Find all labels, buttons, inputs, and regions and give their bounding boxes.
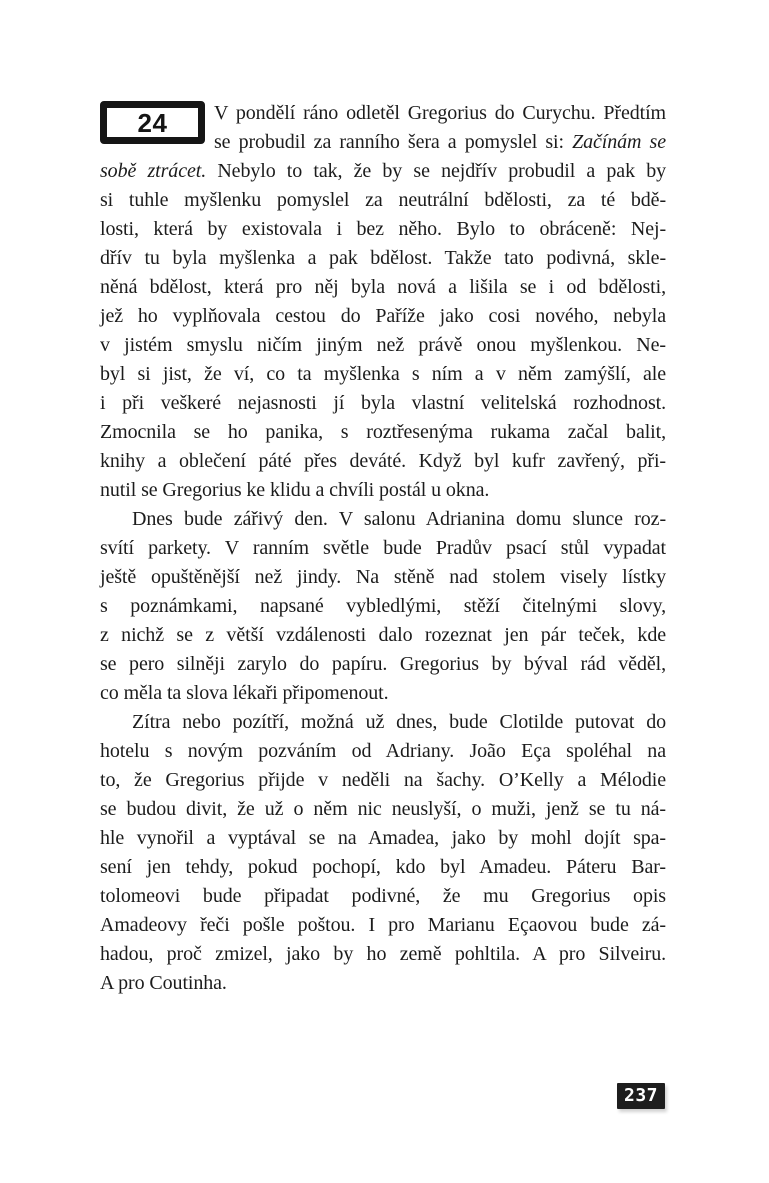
text-line xyxy=(100,360,666,389)
italic-text-run: Začínám se xyxy=(572,131,666,153)
text-line xyxy=(100,505,666,534)
text-line xyxy=(100,679,666,708)
text-line xyxy=(100,592,666,621)
text-run: svítí parkety. V ranním světle bude Pradův psací stůl vypadat xyxy=(100,537,666,559)
text-run: nutil se Gregorius ke klidu a chvíli postál u okna. xyxy=(100,479,490,501)
text-line xyxy=(100,302,666,331)
text-run: V pondělí ráno odletěl Gregorius do Curychu. Předtím xyxy=(214,102,666,124)
text-line xyxy=(100,766,666,795)
text-run: tolomeovi bude připadat podivné, že mu Gregorius opis xyxy=(100,885,666,907)
text-run: něná bdělost, která pro něj byla nová a lišila se i od bdělosti, xyxy=(100,276,666,298)
text-run: Dnes bude zářivý den. V salonu Adrianina domu slunce roz- xyxy=(132,508,666,530)
chapter-number: 24 xyxy=(137,107,168,138)
text-line xyxy=(100,534,666,563)
text-line xyxy=(100,476,666,505)
page-number: 237 xyxy=(623,1085,658,1106)
text-run: hotelu s novým pozváním od Adriany. João Eça spoléhal na xyxy=(100,740,666,762)
text-run: A pro Coutinha. xyxy=(100,972,227,994)
text-run: to, že Gregorius přijde v neděli na šachy. O’Kelly a Mélodie xyxy=(100,769,666,791)
text-run: Amadeovy řeči pošle poštou. I pro Marianu Eçaovou bude zá- xyxy=(100,914,666,936)
text-run: Zítra nebo pozítří, možná už dnes, bude Clotilde putovat do xyxy=(132,711,666,733)
text-run: hle vynořil a vyptával se na Amadea, jako by mohl dojít spa- xyxy=(100,827,666,849)
text-run: sení jen tehdy, pokud pochopí, kdo byl Amadeu. Páteru Bar- xyxy=(100,856,666,878)
text-run: se pero silněji zarylo do papíru. Gregorius by býval rád věděl, xyxy=(100,653,666,675)
text-run: se probudil za ranního šera a pomyslel si: xyxy=(214,131,573,153)
text-line xyxy=(100,389,666,418)
text-line xyxy=(100,215,666,244)
text-run: se budou divit, že už o něm nic neuslyší, o muži, jenž se tu ná- xyxy=(100,798,666,820)
chapter-number-box xyxy=(100,101,205,144)
text-line xyxy=(100,824,666,853)
text-line xyxy=(100,969,666,998)
text-line xyxy=(100,737,666,766)
paragraphs-container xyxy=(100,99,666,998)
text-run: si tuhle myšlenku pomyslel za neutrální bdělosti, za té bdě- xyxy=(100,189,666,211)
text-run: losti, která by existovala i bez něho. Bylo to obráceně: Nej- xyxy=(100,218,666,240)
text-line xyxy=(100,244,666,273)
text-line xyxy=(100,186,666,215)
text-line xyxy=(100,940,666,969)
italic-text-run: sobě ztrácet. xyxy=(100,160,207,182)
text-run: Zmocnila se ho panika, s roztřesenýma rukama začal balit, xyxy=(100,421,666,443)
text-run: dřív tu byla myšlenka a pak bdělost. Takže tato podivná, skle- xyxy=(100,247,666,269)
body-text xyxy=(100,99,666,998)
text-run: ještě opuštěnější než jindy. Na stěně nad stolem visely lístky xyxy=(100,566,666,588)
text-run: Nebylo to tak, že by se nejdřív probudil a pak by xyxy=(206,160,666,182)
text-run: v jistém smyslu ničím jiným než právě onou myšlenkou. Ne- xyxy=(100,334,666,356)
text-line xyxy=(100,331,666,360)
text-run: i při veškeré nejasnosti jí byla vlastní velitelská rozhodnost. xyxy=(100,392,666,414)
text-line xyxy=(100,853,666,882)
text-line xyxy=(100,621,666,650)
text-line xyxy=(100,418,666,447)
text-line xyxy=(100,882,666,911)
text-run: hadou, proč zmizel, jako by ho země pohltila. A pro Silveiru. xyxy=(100,943,666,965)
text-line xyxy=(100,273,666,302)
text-line xyxy=(100,911,666,940)
text-run: s poznámkami, napsané vybledlými, stěží čitelnými slovy, xyxy=(100,595,666,617)
text-run: jež ho vyplňovala cestou do Paříže jako cosi nového, nebyla xyxy=(100,305,666,327)
text-run: co měla ta slova lékaři připomenout. xyxy=(100,682,389,704)
text-line xyxy=(100,563,666,592)
paragraph xyxy=(100,99,666,505)
text-line xyxy=(100,447,666,476)
text-run: byl si jist, že ví, co ta myšlenka s ním a v něm zamýšlí, ale xyxy=(100,363,666,385)
paragraph xyxy=(100,708,666,998)
page-number-badge xyxy=(617,1083,665,1109)
text-line xyxy=(100,650,666,679)
text-run: z nichž se z větší vzdálenosti dalo rozeznat jen pár teček, kde xyxy=(100,624,666,646)
text-line xyxy=(100,795,666,824)
text-run: knihy a oblečení páté přes deváté. Když byl kufr zavřený, při- xyxy=(100,450,666,472)
text-line xyxy=(100,708,666,737)
text-line xyxy=(100,157,666,186)
paragraph xyxy=(100,505,666,708)
